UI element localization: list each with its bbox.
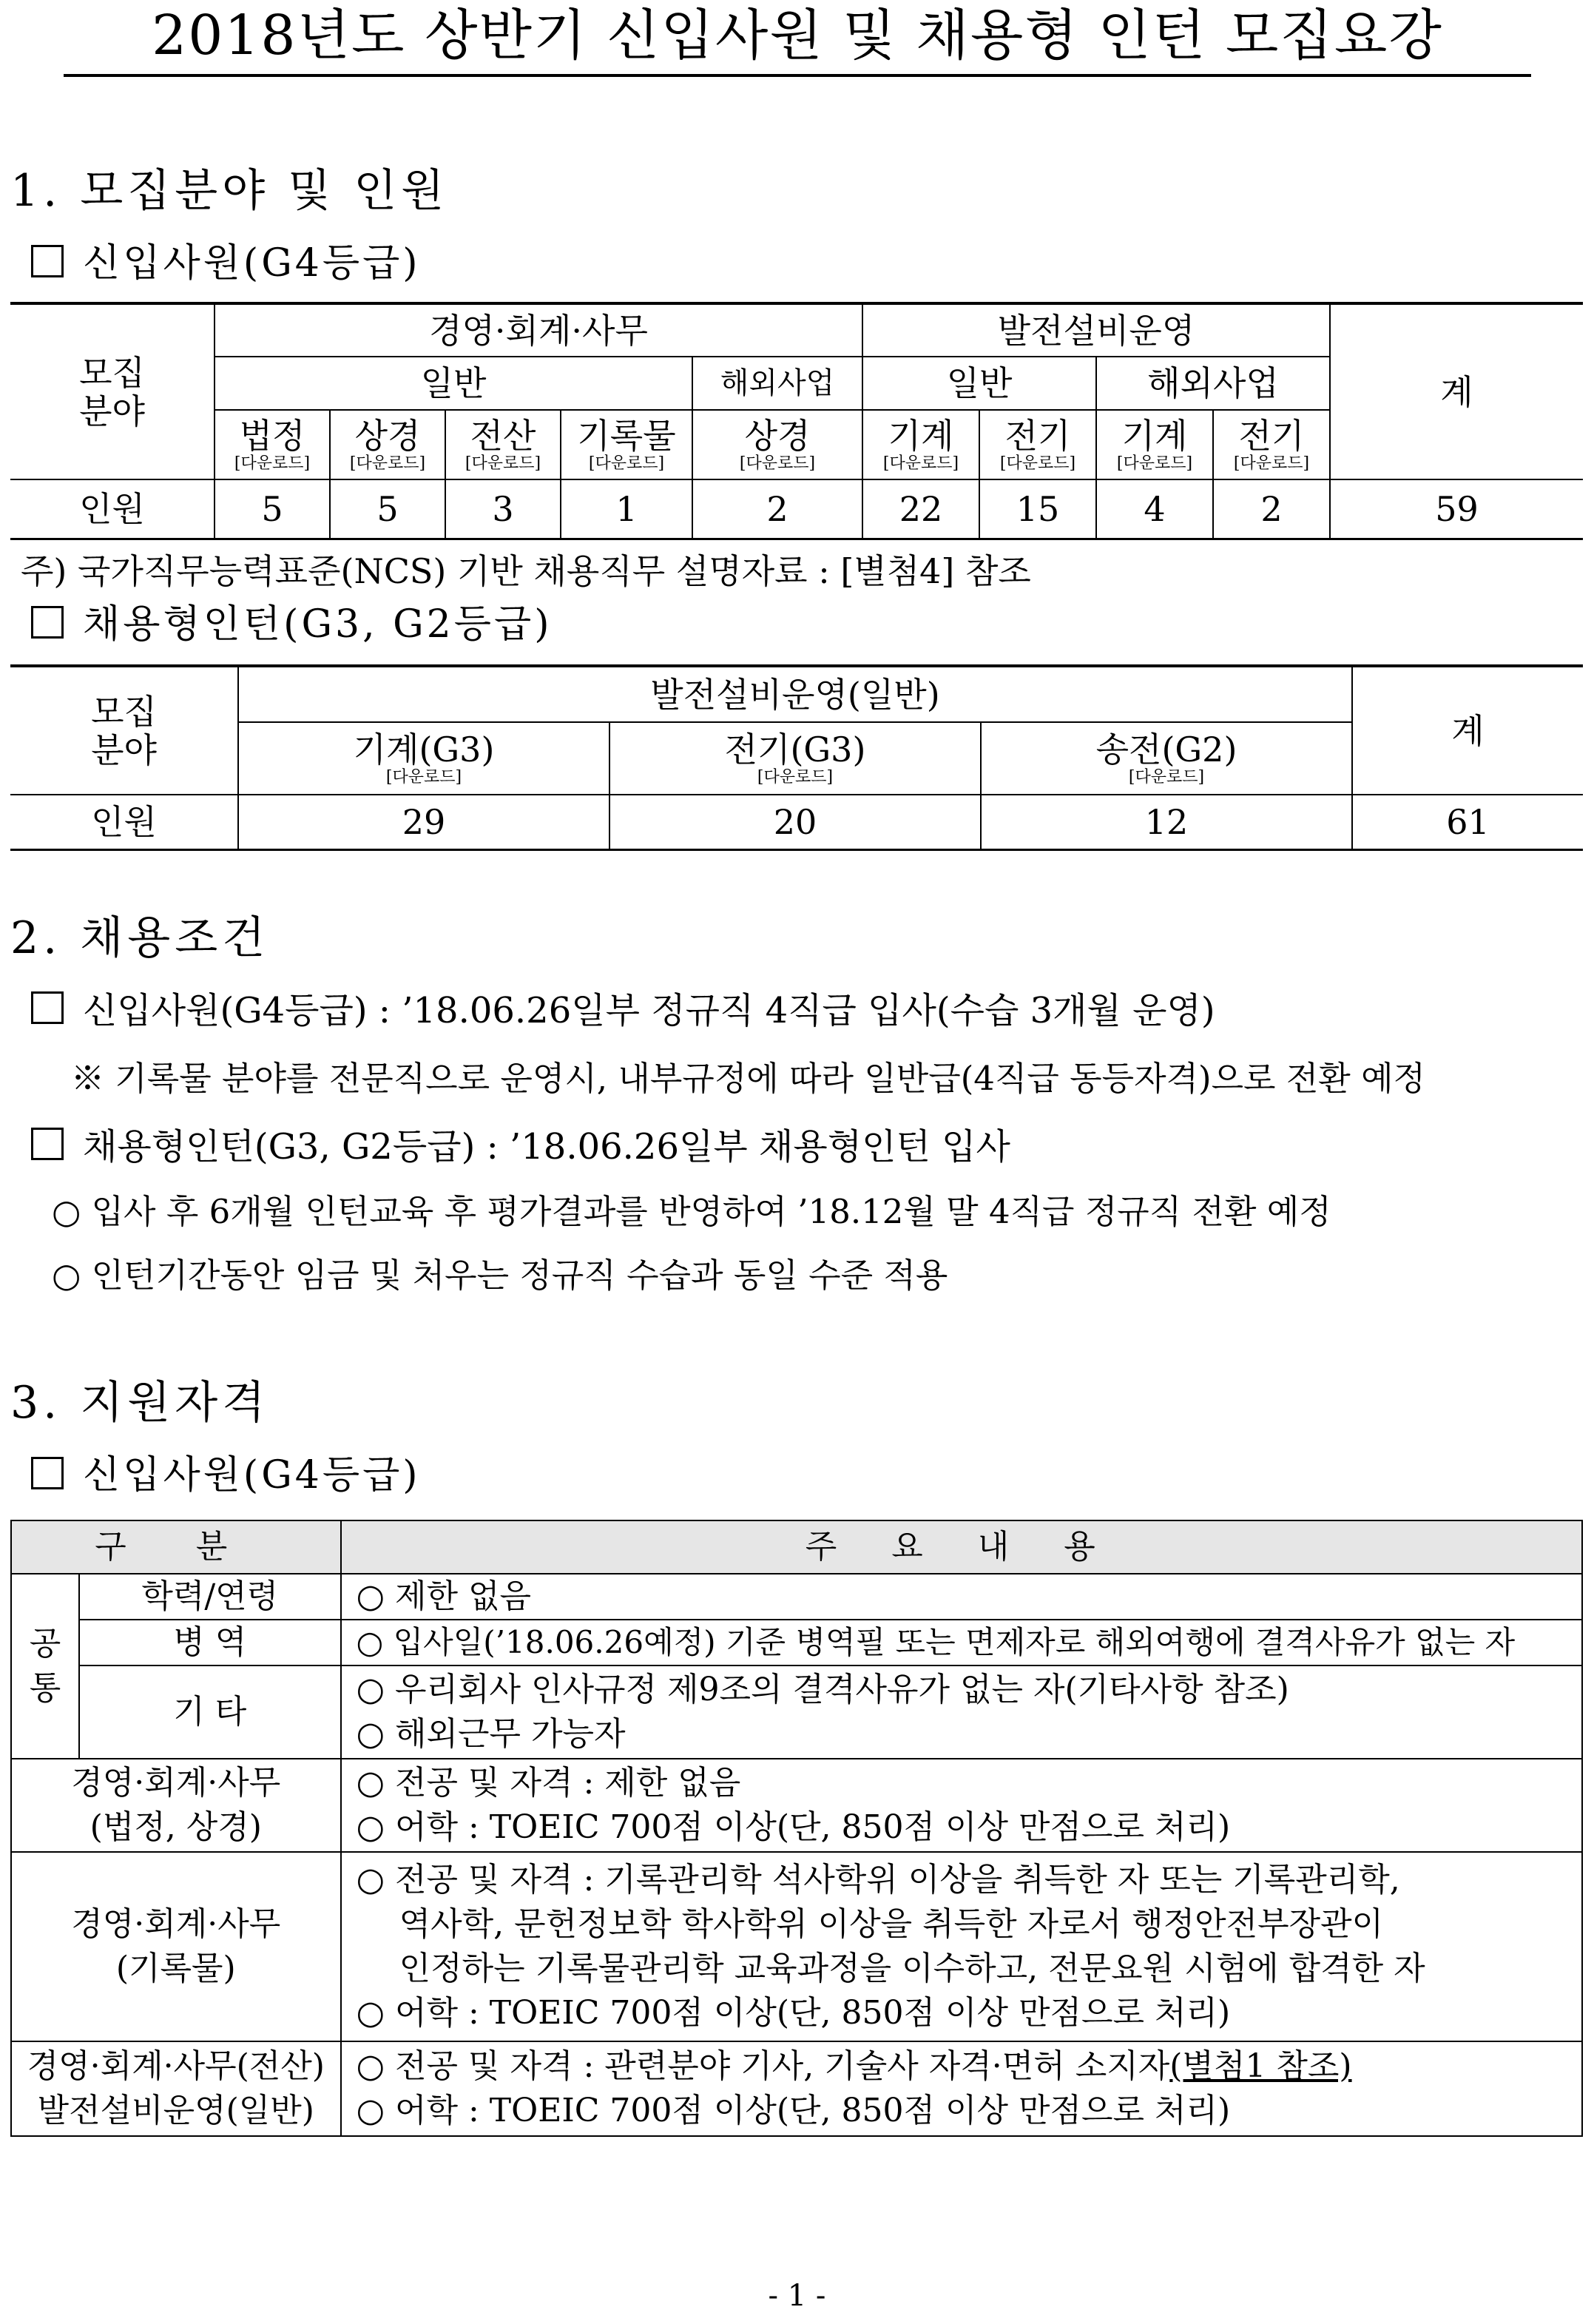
recruit-table-intern	[10, 664, 1583, 851]
row-head: 모집 분야	[10, 303, 215, 479]
download-link[interactable]: [다운로드]	[757, 768, 834, 787]
condition-intern-text: 채용형인턴(G3, G2등급) : ’18.06.26일부 채용형인턴 입사	[83, 1126, 1010, 1168]
row-text: ○ 전공 및 자격 : 기록관리학 석사학위 이상을 취득한 자 또는 기록관리학,	[356, 1861, 1400, 1899]
field-label: 기계(G3)	[353, 730, 495, 769]
download-link[interactable]: [다운로드]	[1128, 768, 1205, 787]
row-label: 발전설비운영(일반)	[37, 2092, 314, 2129]
field-cell	[238, 722, 609, 795]
row-text: ○ 전공 및 자격 : 제한 없음	[356, 1764, 741, 1802]
common-label: 공 통	[11, 1574, 79, 1759]
row-text-part: ○ 전공 및 자격 : 관련분야 기사, 기술사 자격·면허 소지자	[356, 2047, 1170, 2085]
recruit-table-new	[10, 302, 1583, 540]
field-label: 송전(G2)	[1095, 730, 1237, 769]
ncs-note: 주) 국가직무능력표준(NCS) 기반 채용직무 설명자료 : [별첨4] 참조	[21, 551, 1031, 591]
condition-intern-detail-2: ○ 인턴기간동안 임금 및 처우는 정규직 수습과 동일 수준 적용	[52, 1256, 948, 1295]
download-link[interactable]: [다운로드]	[739, 454, 816, 473]
total-cell: 59	[1330, 479, 1583, 539]
condition-intern-detail-1: ○ 입사 후 6개월 인턴교육 후 평가결과를 반영하여 ’18.12월 말 4직급 정규직 전환 예정	[52, 1192, 1331, 1231]
row-text	[357, 2044, 1581, 2089]
section1-heading: 1. 모집분야 및 인원	[10, 165, 449, 217]
row-text: ○ 어학 : TOEIC 700점 이상(단, 850점 이상 만점으로 처리)	[356, 2092, 1231, 2129]
row-text: 역사학, 문헌정보학 학사학위 이상을 취득한 자로서 행정안전부장관이	[399, 1905, 1384, 1943]
row-label: 병 역	[79, 1620, 341, 1665]
row-label: 기 타	[79, 1665, 341, 1759]
checkbox-icon	[31, 991, 64, 1024]
field-cell	[1096, 410, 1213, 479]
row-label: 경영·회계·사무	[71, 1764, 281, 1802]
row-label: 경영·회계·사무(전산)	[27, 2047, 325, 2085]
row-label: 경영·회계·사무	[71, 1905, 281, 1943]
condition-new	[31, 987, 1215, 1034]
count-cell: 5	[215, 479, 330, 539]
download-link[interactable]: [다운로드]	[588, 454, 665, 473]
row-text-block	[341, 1759, 1582, 1852]
field-cell	[692, 410, 862, 479]
field-label: 법정	[239, 416, 305, 456]
sub-general: 일반	[215, 357, 692, 410]
count-label: 인원	[10, 479, 215, 539]
count-cell: 2	[692, 479, 862, 539]
download-link[interactable]: [다운로드]	[999, 454, 1076, 473]
count-cell: 22	[862, 479, 979, 539]
row-label: (법정, 상경)	[90, 1808, 262, 1846]
field-cell	[561, 410, 692, 479]
sub-general-power: 일반	[862, 357, 1096, 410]
download-link[interactable]: [다운로드]	[385, 768, 462, 787]
field-cell	[445, 410, 561, 479]
field-label: 전기(G3)	[724, 730, 866, 769]
row-text: ○ 입사일(’18.06.26예정) 기준 병역필 또는 면제자로 해외여행에 결격사유가 없는 자	[341, 1620, 1582, 1665]
row-text: ○ 해외근무 가능자	[356, 1715, 626, 1753]
count-cell: 4	[1096, 479, 1213, 539]
row-label-block	[11, 2041, 341, 2136]
field-label: 상경	[744, 416, 811, 456]
attachment-link[interactable]: (별첨1 참조)	[1169, 2047, 1352, 2085]
count-cell: 3	[445, 479, 561, 539]
condition-note: ※ 기록물 분야를 전문직으로 운영시, 내부규정에 따라 일반급(4직급 동등자격)으로 전환 예정	[71, 1059, 1426, 1098]
total-cell: 61	[1352, 795, 1583, 849]
count-cell: 29	[238, 795, 609, 849]
field-label: 전기	[1004, 416, 1071, 456]
row-label-block	[11, 1852, 341, 2041]
section3-sub1-label: 신입사원(G4등급)	[83, 1453, 421, 1498]
sub-overseas-power: 해외사업	[1096, 357, 1330, 410]
section1-sub1	[31, 237, 421, 290]
qualification-table	[10, 1520, 1583, 2137]
head-content: 주 요 내 용	[341, 1520, 1582, 1574]
field-cell	[862, 410, 979, 479]
section1-sub2	[31, 598, 553, 651]
download-link[interactable]: [다운로드]	[882, 454, 959, 473]
row-label: 학력/연령	[79, 1574, 341, 1620]
count-cell: 20	[609, 795, 981, 849]
row-text-block	[341, 2041, 1582, 2136]
total-head: 계	[1330, 303, 1583, 479]
field-label: 상경	[354, 416, 421, 456]
total-head: 계	[1352, 666, 1583, 795]
checkbox-icon	[31, 606, 64, 639]
row-head: 모집 분야	[10, 666, 238, 795]
page-number: - 1 -	[768, 2279, 826, 2313]
head-category: 구 분	[11, 1520, 341, 1574]
field-label: 기록물	[577, 416, 676, 456]
field-cell	[215, 410, 330, 479]
count-cell: 2	[1213, 479, 1330, 539]
field-cell	[609, 722, 981, 795]
checkbox-icon	[31, 1128, 64, 1160]
row-text: ○ 어학 : TOEIC 700점 이상(단, 850점 이상 만점으로 처리)	[356, 1808, 1231, 1846]
section3-sub1	[31, 1449, 421, 1502]
download-link[interactable]: [다운로드]	[234, 454, 311, 473]
section3-heading: 3. 지원자격	[10, 1377, 270, 1429]
sub-overseas-admin: 해외사업	[692, 357, 862, 410]
checkbox-icon	[31, 1457, 64, 1489]
row-label-block	[11, 1759, 341, 1852]
download-link[interactable]: [다운로드]	[1116, 454, 1193, 473]
row-text: ○ 제한 없음	[341, 1574, 1582, 1620]
field-label: 기계	[888, 416, 954, 456]
group-power: 발전설비운영(일반)	[238, 666, 1352, 722]
field-cell	[981, 722, 1352, 795]
row-text: ○ 어학 : TOEIC 700점 이상(단, 850점 이상 만점으로 처리)	[356, 1994, 1231, 2032]
row-label: (기록물)	[115, 1950, 236, 1987]
count-cell: 12	[981, 795, 1352, 849]
condition-new-text: 신입사원(G4등급) : ’18.06.26일부 정규직 4직급 입사(수습 3개월 운영)	[83, 990, 1215, 1031]
field-label: 기계	[1121, 416, 1188, 456]
section1-sub1-label: 신입사원(G4등급)	[83, 241, 421, 286]
count-cell: 1	[561, 479, 692, 539]
field-label: 전산	[470, 416, 536, 456]
page-title: 2018년도 상반기 신입사원 및 채용형 인턴 모집요강	[64, 0, 1531, 77]
download-link[interactable]: [다운로드]	[349, 454, 426, 473]
field-cell	[1213, 410, 1330, 479]
condition-intern	[31, 1123, 1010, 1171]
count-cell: 5	[330, 479, 445, 539]
row-text: 인정하는 기록물관리학 교육과정을 이수하고, 전문요원 시험에 합격한 자	[399, 1950, 1425, 1987]
field-cell	[330, 410, 445, 479]
checkbox-icon	[31, 245, 64, 277]
row-text-block	[341, 1852, 1582, 2041]
row-text-block	[341, 1665, 1582, 1759]
field-label: 전기	[1238, 416, 1305, 456]
download-link[interactable]: [다운로드]	[1233, 454, 1310, 473]
count-cell: 15	[979, 479, 1096, 539]
field-cell	[979, 410, 1096, 479]
row-text: ○ 우리회사 인사규정 제9조의 결격사유가 없는 자(기타사항 참조)	[356, 1671, 1289, 1708]
section2-heading: 2. 채용조건	[10, 912, 270, 964]
group-admin: 경영·회계·사무	[215, 303, 862, 357]
count-label: 인원	[10, 795, 238, 849]
section1-sub2-label: 채용형인턴(G3, G2등급)	[83, 602, 553, 647]
group-power: 발전설비운영	[862, 303, 1330, 357]
download-link[interactable]: [다운로드]	[465, 454, 541, 473]
